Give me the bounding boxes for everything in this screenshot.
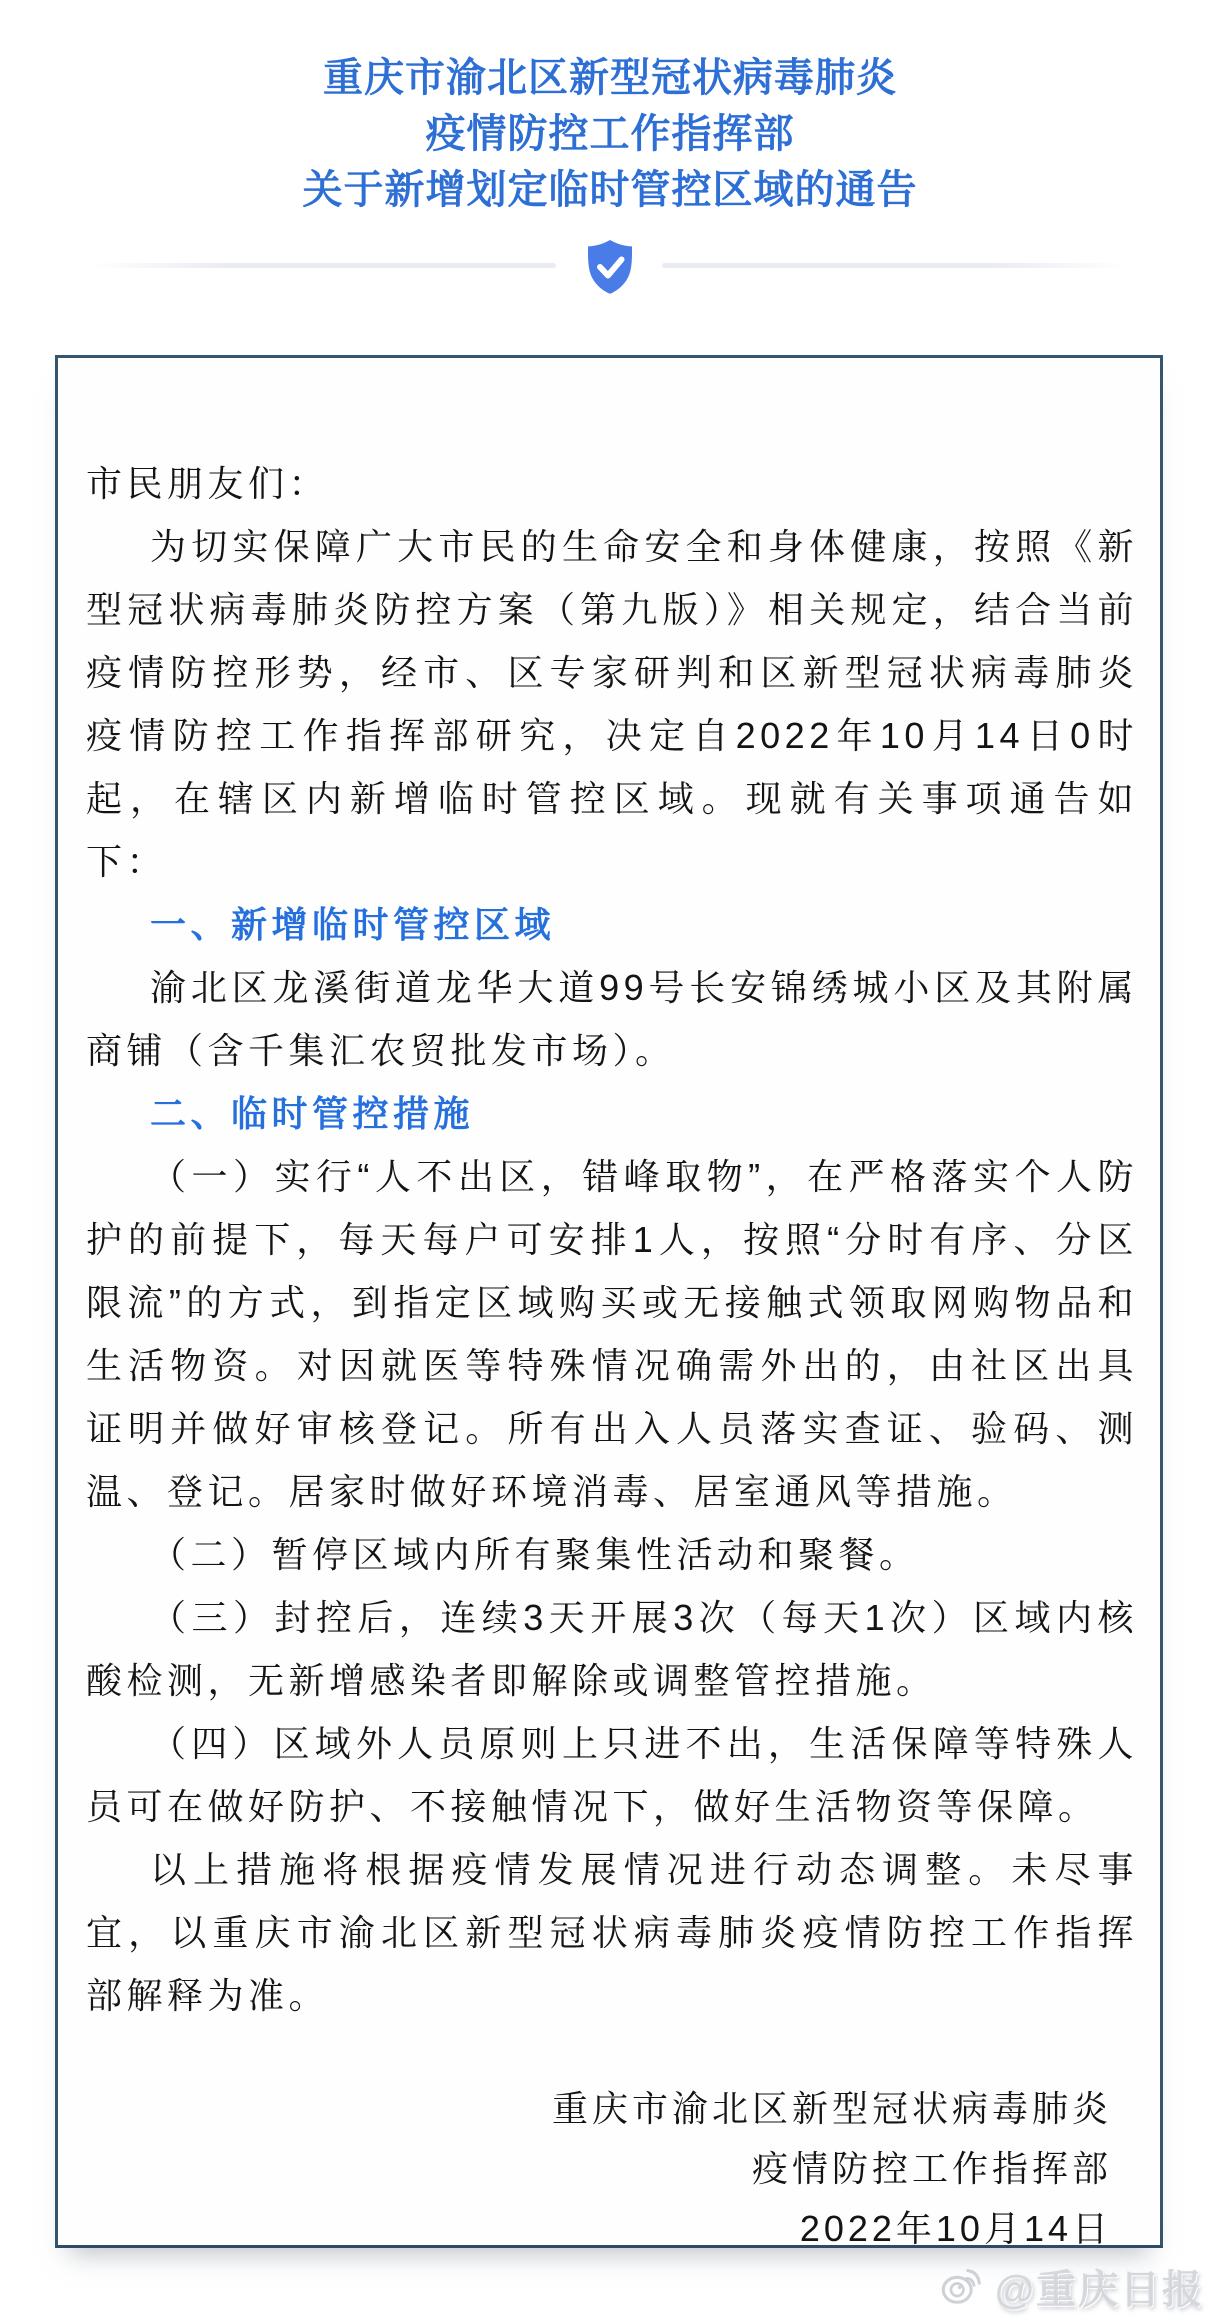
notice-card (55, 355, 1163, 2248)
title-line-2: 疫情防控工作指挥部 (425, 112, 795, 156)
shield-check-icon (584, 238, 636, 301)
signature-org-line-1: 重庆市渝北区新型冠状病毒肺炎 (551, 2088, 1112, 2129)
title-line-3: 关于新增划定临时管控区域的通告 (302, 168, 918, 212)
section-1-heading: 一、新增临时管控区域 (150, 904, 556, 945)
section-1-body: 渝北区龙溪街道龙华大道99号长安锦绣城小区及其附属商铺（含千集汇农贸批发市场）。 (86, 967, 1138, 1071)
salutation: 市民朋友们： (86, 463, 330, 504)
measure-item-2: （二）暂停区域内所有聚集性活动和聚餐。 (150, 1534, 920, 1575)
divider-right (662, 263, 1128, 268)
signature-org-line-2: 疫情防控工作指挥部 (751, 2148, 1112, 2189)
watermark-text: @重庆日报 (994, 2268, 1204, 2312)
weibo-icon (937, 2260, 987, 2313)
title-line-1: 重庆市渝北区新型冠状病毒肺炎 (323, 56, 897, 100)
watermark (937, 2258, 1204, 2315)
shield-divider-row (0, 238, 1220, 296)
page-title (0, 0, 1220, 218)
section-2-heading: 二、临时管控措施 (150, 1093, 475, 1134)
measure-item-4: （四）区域外人员原则上只进不出，生活保障等特殊人员可在做好防护、不接触情况下，做好生活物资等保障。 (86, 1723, 1138, 1827)
measure-item-1: （一）实行“人不出区，错峰取物”，在严格落实个人防护的前提下，每天每户可安排1人，按照“分时有序、分区限流”的方式，到指定区域购买或无接触式领取网购物品和生活物资。对因就医等特殊情况确需外出的，由社区出具证明并做好审核登记。所有出入人员落实查证、验码、测温、登记。居家时做好环境消毒、居室通风等措施。 (86, 1156, 1138, 1512)
signature-block (86, 2079, 1138, 2248)
signature-date: 2022年10月14日 (799, 2208, 1112, 2248)
divider-left (90, 263, 556, 268)
intro-paragraph: 为切实保障广大市民的生命安全和身体健康，按照《新型冠状病毒肺炎防控方案（第九版）》相关规定，结合当前疫情防控形势，经市、区专家研判和区新型冠状病毒肺炎疫情防控工作指挥部研究，决定自2022年10月14日0时起，在辖区内新增临时管控区域。现就有关事项通告如下： (86, 526, 1138, 882)
closing-paragraph: 以上措施将根据疫情发展情况进行动态调整。未尽事宜，以重庆市渝北区新型冠状病毒肺炎疫情防控工作指挥部解释为准。 (86, 1849, 1138, 2016)
measure-item-3: （三）封控后，连续3天开展3次（每天1次）区域内核酸检测，无新增感染者即解除或调整管控措施。 (86, 1597, 1138, 1701)
